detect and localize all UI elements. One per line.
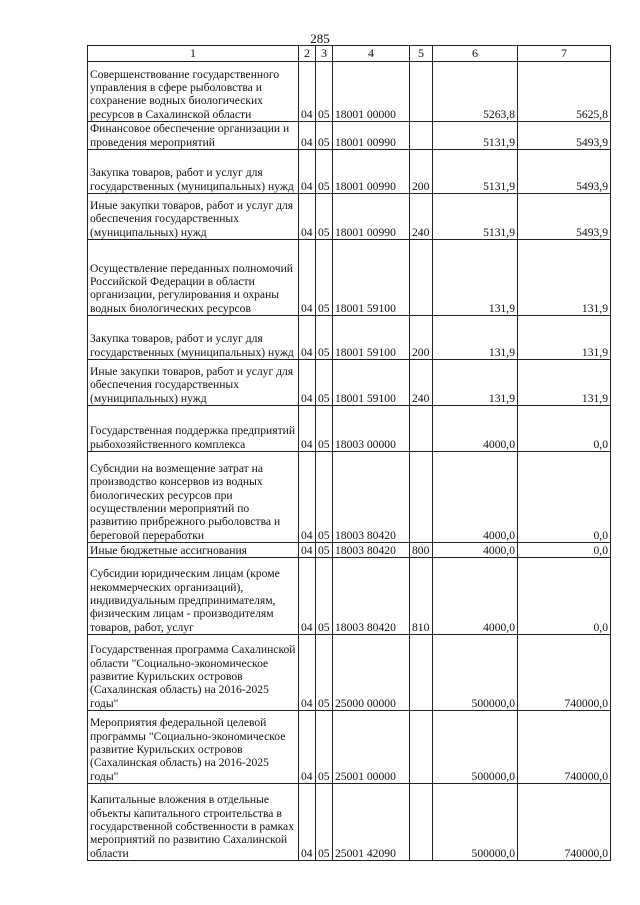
row-amount-1: 500000,0 [433, 784, 518, 861]
row-amount-1: 5131,9 [433, 122, 518, 150]
row-section: 04 [299, 240, 316, 316]
row-name: Капитальные вложения в отдельные объекты капитального строительства в государственной собственности в рамках мероприятий по развитию Сахалинской области [88, 784, 299, 861]
row-amount-2: 0,0 [518, 543, 611, 558]
row-subsection: 05 [316, 150, 333, 194]
row-amount-2: 740000,0 [518, 711, 611, 784]
row-subsection: 05 [316, 543, 333, 558]
row-name: Закупка товаров, работ и услуг для государственных (муниципальных) нужд [88, 150, 299, 194]
row-name: Государственная программа Сахалинской области "Социально-экономическое развитие Курильских островов (Сахалинская область) на 2016-2025 годы" [88, 635, 299, 711]
table-row [88, 360, 611, 406]
row-expense-type [410, 240, 433, 316]
row-amount-1: 131,9 [433, 240, 518, 316]
row-target-article: 18001 00000 [333, 62, 410, 122]
row-amount-2: 5493,9 [518, 122, 611, 150]
row-subsection: 05 [316, 194, 333, 240]
row-target-article: 18001 00990 [333, 150, 410, 194]
row-name: Совершенствование государственного управления в сфере рыболовства и сохранение водных биологических ресурсов в Сахалинской области [88, 62, 299, 122]
row-section: 04 [299, 543, 316, 558]
table-row [88, 543, 611, 558]
row-name: Государственная поддержка предприятий рыбохозяйственного комплекса [88, 406, 299, 452]
row-expense-type: 240 [410, 194, 433, 240]
row-target-article: 18003 80420 [333, 543, 410, 558]
row-subsection: 05 [316, 62, 333, 122]
row-amount-1: 4000,0 [433, 558, 518, 635]
row-name: Мероприятия федеральной целевой программы "Социально-экономическое развитие Курильских островов (Сахалинская область) на 2016-2025 годы" [88, 711, 299, 784]
budget-table [87, 45, 611, 861]
row-target-article: 18001 59100 [333, 240, 410, 316]
table-row [88, 62, 611, 122]
row-name: Закупка товаров, работ и услуг для государственных (муниципальных) нужд [88, 316, 299, 360]
row-expense-type: 240 [410, 360, 433, 406]
row-section: 04 [299, 452, 316, 543]
row-amount-2: 5493,9 [518, 194, 611, 240]
row-amount-1: 5263,8 [433, 62, 518, 122]
row-subsection: 05 [316, 452, 333, 543]
row-amount-2: 0,0 [518, 406, 611, 452]
row-section: 04 [299, 711, 316, 784]
row-target-article: 18003 00000 [333, 406, 410, 452]
row-section: 04 [299, 558, 316, 635]
row-amount-2: 0,0 [518, 558, 611, 635]
table-row [88, 784, 611, 861]
row-amount-1: 4000,0 [433, 452, 518, 543]
row-subsection: 05 [316, 406, 333, 452]
row-section: 04 [299, 784, 316, 861]
table-row [88, 122, 611, 150]
table-row [88, 316, 611, 360]
table-row [88, 406, 611, 452]
table-row [88, 452, 611, 543]
row-target-article: 18001 59100 [333, 360, 410, 406]
row-name: Субсидии юридическим лицам (кроме некоммерческих организаций), индивидуальным предпринимателям, физическим лицам - производителям товаров, работ, услуг [88, 558, 299, 635]
row-expense-type [410, 711, 433, 784]
column-header-1: 1 [88, 46, 299, 62]
column-header-2: 2 [299, 46, 316, 62]
row-subsection: 05 [316, 360, 333, 406]
row-subsection: 05 [316, 711, 333, 784]
row-subsection: 05 [316, 122, 333, 150]
column-header-4: 4 [333, 46, 410, 62]
row-name: Финансовое обеспечение организации и проведения мероприятий [88, 122, 299, 150]
row-section: 04 [299, 150, 316, 194]
row-section: 04 [299, 635, 316, 711]
row-target-article: 18001 00990 [333, 194, 410, 240]
row-amount-2: 740000,0 [518, 635, 611, 711]
row-name: Осуществление переданных полномочий Российской Федерации в области организации, регулирования и охраны водных биологических ресурсов [88, 240, 299, 316]
row-section: 04 [299, 62, 316, 122]
row-target-article: 25000 00000 [333, 635, 410, 711]
row-expense-type [410, 452, 433, 543]
table-row [88, 150, 611, 194]
row-expense-type: 810 [410, 558, 433, 635]
header-row [88, 46, 611, 62]
row-amount-1: 131,9 [433, 360, 518, 406]
row-target-article: 18003 80420 [333, 558, 410, 635]
table-row [88, 635, 611, 711]
row-subsection: 05 [316, 316, 333, 360]
row-expense-type [410, 406, 433, 452]
row-name: Иные бюджетные ассигнования [88, 543, 299, 558]
page-number: 285 [310, 31, 330, 46]
row-subsection: 05 [316, 558, 333, 635]
row-name: Иные закупки товаров, работ и услуг для обеспечения государственных (муниципальных) нужд [88, 360, 299, 406]
row-subsection: 05 [316, 635, 333, 711]
row-name: Субсидии на возмещение затрат на производство консервов из водных биологических ресурсов при осуществлении мероприятий по развитию прибрежного рыболовства и береговой переработки [88, 452, 299, 543]
column-header-7: 7 [518, 46, 611, 62]
row-expense-type: 200 [410, 316, 433, 360]
row-expense-type [410, 122, 433, 150]
row-amount-2: 740000,0 [518, 784, 611, 861]
row-amount-2: 5493,9 [518, 150, 611, 194]
row-amount-1: 4000,0 [433, 543, 518, 558]
row-amount-2: 131,9 [518, 240, 611, 316]
column-header-3: 3 [316, 46, 333, 62]
row-section: 04 [299, 194, 316, 240]
row-subsection: 05 [316, 240, 333, 316]
row-expense-type: 200 [410, 150, 433, 194]
row-amount-2: 131,9 [518, 316, 611, 360]
column-header-5: 5 [410, 46, 433, 62]
row-amount-1: 500000,0 [433, 635, 518, 711]
row-target-article: 25001 42090 [333, 784, 410, 861]
row-amount-2: 131,9 [518, 360, 611, 406]
row-amount-1: 131,9 [433, 316, 518, 360]
row-section: 04 [299, 316, 316, 360]
row-section: 04 [299, 406, 316, 452]
row-section: 04 [299, 360, 316, 406]
column-header-6: 6 [433, 46, 518, 62]
row-target-article: 18003 80420 [333, 452, 410, 543]
row-amount-1: 5131,9 [433, 150, 518, 194]
row-amount-1: 5131,9 [433, 194, 518, 240]
table-row [88, 711, 611, 784]
row-section: 04 [299, 122, 316, 150]
row-subsection: 05 [316, 784, 333, 861]
row-expense-type: 800 [410, 543, 433, 558]
row-expense-type [410, 635, 433, 711]
row-amount-1: 4000,0 [433, 406, 518, 452]
row-amount-2: 0,0 [518, 452, 611, 543]
row-target-article: 25001 00000 [333, 711, 410, 784]
row-expense-type [410, 784, 433, 861]
table-row [88, 194, 611, 240]
row-amount-1: 500000,0 [433, 711, 518, 784]
table-row [88, 240, 611, 316]
row-name: Иные закупки товаров, работ и услуг для обеспечения государственных (муниципальных) нужд [88, 194, 299, 240]
row-target-article: 18001 00990 [333, 122, 410, 150]
table-row [88, 558, 611, 635]
row-expense-type [410, 62, 433, 122]
row-target-article: 18001 59100 [333, 316, 410, 360]
row-amount-2: 5625,8 [518, 62, 611, 122]
